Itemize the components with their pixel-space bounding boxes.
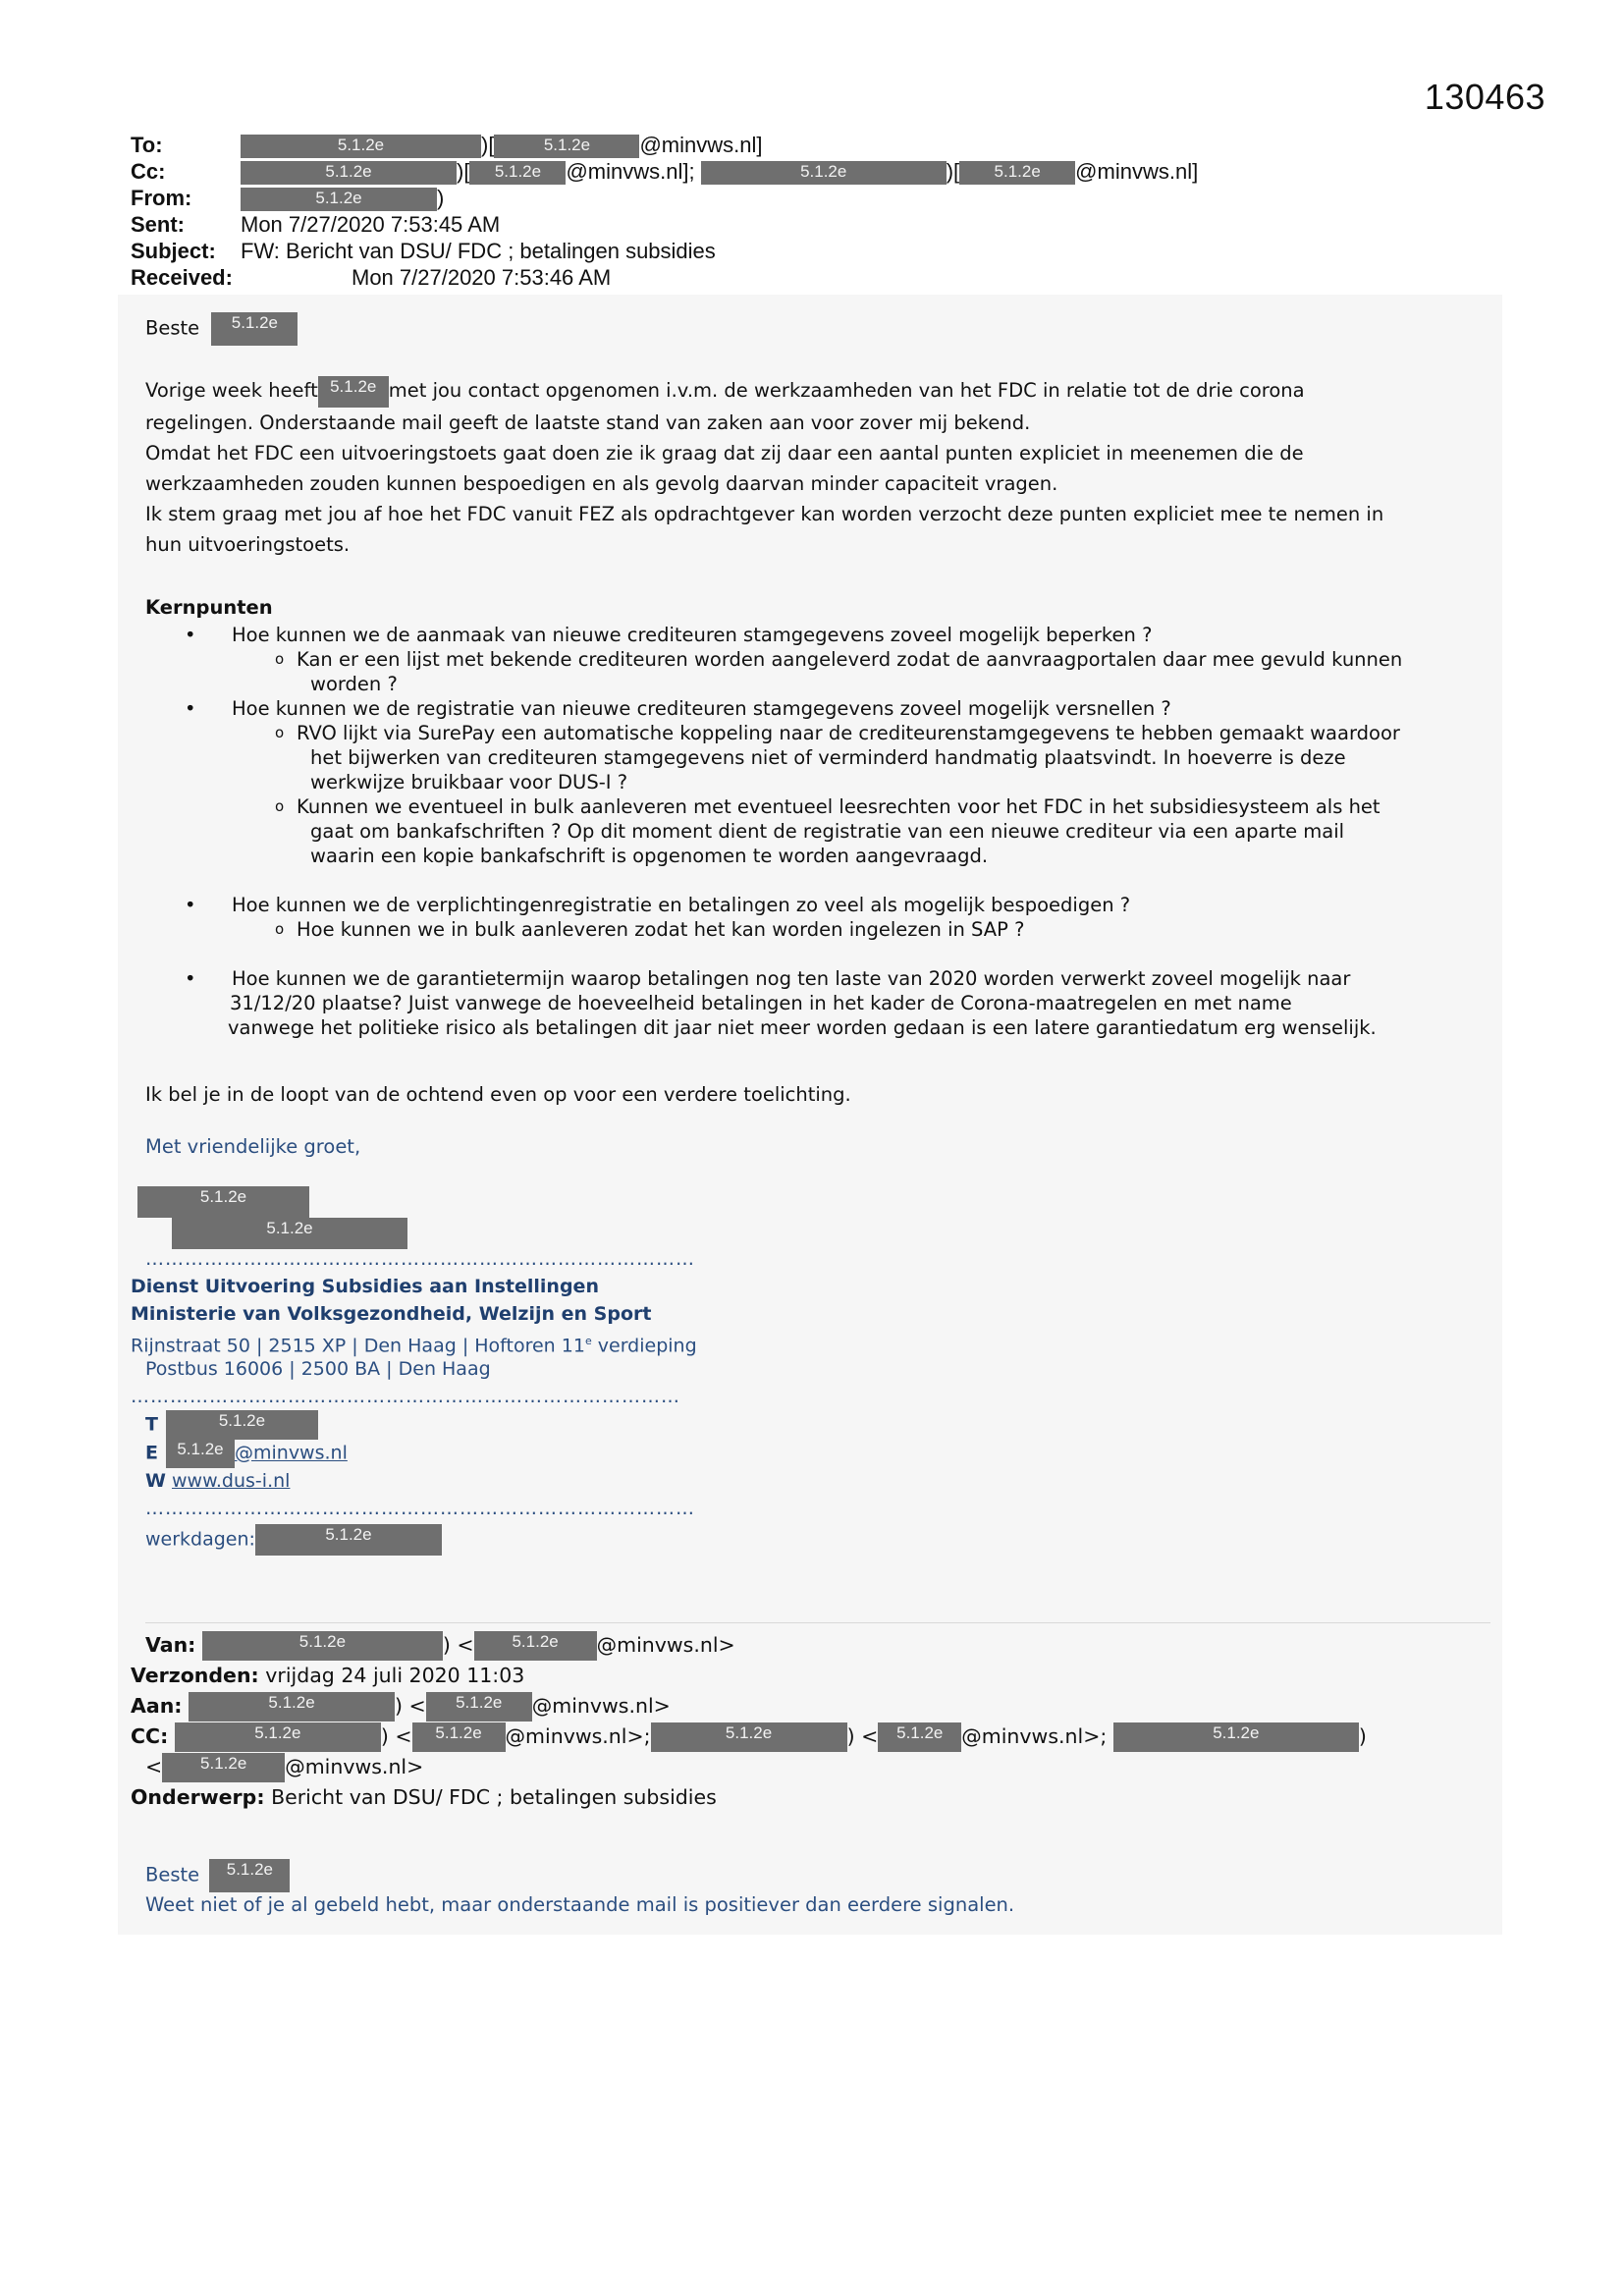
phone-line: T 5.1.2e	[145, 1410, 318, 1440]
greeting: Beste 5.1.2e	[145, 312, 1500, 346]
redaction: 5.1.2e	[209, 1859, 290, 1892]
redaction: 5.1.2e	[189, 1692, 395, 1722]
aan-row: Aan: 5.1.2e ) < 5.1.2e @minvws.nl>	[131, 1691, 1367, 1722]
kernpunten-section	[145, 592, 1500, 1040]
to-domain: @minvws.nl]	[639, 133, 763, 157]
redaction: 5.1.2e	[211, 312, 298, 346]
cc-label: Cc:	[131, 159, 166, 184]
list-item: • Hoe kunnen we de verplichtingenregistratie en betalingen zo veel als mogelijk bespoedigen ? o Hoe kunnen we in bulk aanleveren zodat het kan worden ingelezen in SAP ?	[145, 893, 1500, 942]
forwarded-greeting: Beste 5.1.2e	[145, 1859, 1500, 1892]
van-row: Van: 5.1.2e ) < 5.1.2e @minvws.nl>	[131, 1630, 1367, 1661]
document-number: 130463	[1424, 77, 1545, 117]
redaction: 5.1.2e	[878, 1722, 961, 1752]
subject-value: FW: Bericht van DSU/ FDC ; betalingen subsidies	[241, 239, 716, 263]
received-label: Received:	[131, 265, 233, 290]
list-subitem: o Kunnen we eventueel in bulk aanleveren met eventueel leesrechten voor het FDC in het subsidiesysteem als het gaat om bankafschriften ? Op dit moment dient de registratie van een nieuwe crediteur via een aparte mail waarin een kopie bankafschrift is opgenomen te worden aangevraagd.	[267, 794, 1500, 868]
kernpunten-title: Kernpunten	[145, 596, 273, 619]
ministry-name: Ministerie van Volksgezondheid, Welzijn en Sport	[131, 1303, 652, 1325]
redaction: 5.1.2e	[241, 161, 457, 185]
list-item: • Hoe kunnen we de registratie van nieuwe crediteuren stamgegevens zoveel mogelijk versnellen ? o RVO lijkt via SurePay een automatische koppeling naar de crediteurenstamgegevens te hebben gemaakt waardoor het bijwerken van crediteuren stamgegevens niet of verminderd handmatig plaatsvindt. In hoeverre is deze werkwijze bruikbaar voor DUS-I ? o Kunnen we eventueel in bulk aanleveren met eventueel leesrechten voor het FDC in het subsidiesysteem als het gaat om bankafschriften ? Op dit moment dient de registratie van een nieuwe crediteur via een aparte mail waarin een kopie bankafschrift is opgenomen te worden aangevraagd.	[145, 696, 1500, 868]
redaction: 5.1.2e	[175, 1722, 381, 1752]
redaction: 5.1.2e	[1113, 1722, 1359, 1752]
redaction: 5.1.2e	[202, 1631, 443, 1661]
redaction: 5.1.2e	[426, 1692, 532, 1722]
postal-address: Postbus 16006 | 2500 BA | Den Haag	[145, 1358, 491, 1380]
list-subitem: o RVO lijkt via SurePay een automatische koppeling naar de crediteurenstamgegevens te hebben gemaakt waardoor het bijwerken van crediteuren stamgegevens niet of verminderd handmatig plaatsvindt. In hoeverre is deze werkwijze bruikbaar voor DUS-I ?	[267, 721, 1500, 794]
kernpunten-list	[145, 623, 1500, 1040]
redaction: 5.1.2e	[162, 1753, 285, 1782]
list-item: • Hoe kunnen we de garantietermijn waarop betalingen nog ten laste van 2020 worden verwerkt zoveel mogelijk naar 31/12/20 plaatse? Juist vanwege de hoeveelheid betalingen in het kader de Corona-maatregelen en met name vanwege het politieke risico als betalingen dit jaar niet meer worden gedaan is een latere garantiedatum erg wenselijk.	[145, 966, 1500, 1040]
redaction: 5.1.2e	[412, 1722, 506, 1752]
subject-label: Subject:	[131, 239, 216, 263]
redaction: 5.1.2e	[137, 1186, 309, 1218]
redaction: 5.1.2e	[172, 1218, 407, 1249]
from-label: From:	[131, 186, 192, 210]
visit-address: Rijnstraat 50 | 2515 XP | Den Haag | Hoftoren 11e verdieping	[131, 1335, 697, 1357]
list-subitem: o Kan er een lijst met bekende crediteuren worden aangeleverd zodat de aanvraagportalen daar mee gevuld kunnen worden ?	[267, 647, 1500, 696]
redaction: 5.1.2e	[241, 188, 437, 211]
forwarded-line: Weet niet of je al gebeld hebt, maar onderstaande mail is positiever dan eerdere signalen.	[145, 1893, 1015, 1916]
workdays-line: werkdagen: 5.1.2e	[145, 1524, 442, 1556]
onderwerp-row: Onderwerp: Bericht van DSU/ FDC ; betalingen subsidies	[131, 1785, 717, 1809]
dots-divider: …………………………………………………………………………	[145, 1248, 695, 1270]
redaction: 5.1.2e	[318, 376, 389, 408]
intro-paragraph: Vorige week heeft 5.1.2e met jou contact opgenomen i.v.m. de werkzaamheden van het FDC in relatie tot de drie corona regelingen. Onderstaande mail geeft de laatste stand van zaken aan voor zover mij bekend. Omdat het FDC een uitvoeringstoets gaat doen zie ik graag dat zij daar een aantal punten expliciet in meenemen die de werkzaamheden zouden kunnen bespoedigen en als gevolg daarvan minder capaciteit vragen. Ik stem graag met jou af hoe het FDC vanuit FEZ als opdrachtgever kan worden verzocht deze punten expliciet mee te nemen in hun uitvoeringstoets.	[145, 376, 1384, 556]
email-line: E 5.1.2e @minvws.nl	[145, 1439, 348, 1468]
website-link[interactable]: www.dus-i.nl	[172, 1470, 291, 1492]
redaction: 5.1.2e	[701, 161, 947, 185]
signature-name-redactions	[137, 1186, 407, 1249]
redaction: 5.1.2e	[494, 135, 639, 158]
received-value: Mon 7/27/2020 7:53:46 AM	[352, 265, 612, 290]
redaction: 5.1.2e	[959, 161, 1075, 185]
redaction: 5.1.2e	[166, 1410, 318, 1440]
closing-line: Ik bel je in de loopt van de ochtend even op voor een verdere toelichting.	[145, 1083, 851, 1106]
sent-label: Sent:	[131, 212, 185, 237]
cc-row: CC: 5.1.2e ) < 5.1.2e @minvws.nl>; 5.1.2e ) < 5.1.2e @minvws.nl>; 5.1.2e )	[131, 1722, 1367, 1752]
email-link[interactable]: @minvws.nl	[234, 1442, 348, 1464]
forwarded-header	[131, 1630, 1367, 1813]
cc-row-continued: < 5.1.2e @minvws.nl>	[131, 1752, 1367, 1782]
organisation-name: Dienst Uitvoering Subsidies aan Instellingen	[131, 1276, 599, 1297]
redaction: 5.1.2e	[166, 1439, 235, 1468]
redaction: 5.1.2e	[651, 1722, 847, 1752]
website-line: W www.dus-i.nl	[145, 1470, 291, 1492]
list-item: • Hoe kunnen we de aanmaak van nieuwe crediteuren stamgegevens zoveel mogelijk beperken ? o Kan er een lijst met bekende crediteuren worden aangeleverd zodat de aanvraagportalen daar mee gevuld kunnen worden ?	[145, 623, 1500, 696]
dots-divider: …………………………………………………………………………	[145, 1498, 695, 1519]
verzonden-row: Verzonden: vrijdag 24 juli 2020 11:03	[131, 1664, 525, 1687]
redaction: 5.1.2e	[469, 161, 566, 185]
message-separator	[145, 1622, 1490, 1623]
redaction: 5.1.2e	[474, 1631, 597, 1661]
sent-value: Mon 7/27/2020 7:53:45 AM	[241, 212, 501, 237]
list-subitem: o Hoe kunnen we in bulk aanleveren zodat het kan worden ingelezen in SAP ?	[267, 917, 1500, 942]
to-label: To:	[131, 133, 163, 157]
redaction: 5.1.2e	[241, 135, 481, 158]
sign-off: Met vriendelijke groet,	[145, 1135, 361, 1158]
dots-divider: …………………………………………………………………………	[131, 1386, 680, 1407]
redaction: 5.1.2e	[255, 1524, 442, 1556]
